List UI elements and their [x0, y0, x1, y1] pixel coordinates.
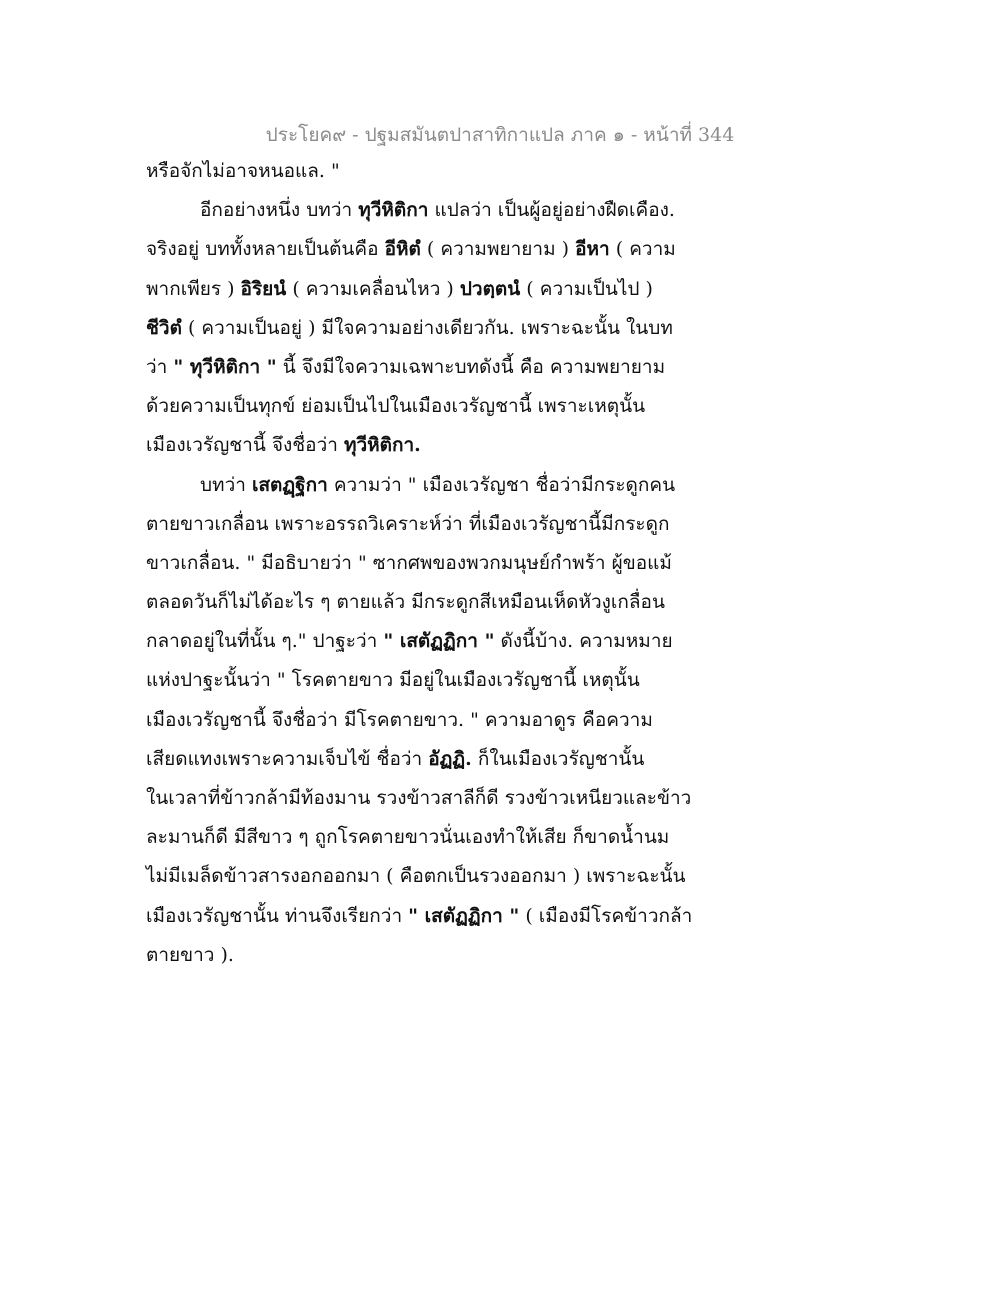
- bold-term: เสตฏฺฐิกา: [251, 473, 328, 496]
- text-segment: ไม่มีเมล็ดข้าวสารงอกออกมา ( คือตกเป็นรวงออกมา ) เพราะฉะนั้น: [146, 865, 686, 888]
- text-line: [146, 505, 686, 544]
- text-segment: พากเพียร ): [146, 277, 241, 300]
- bold-term: " เสตัฏฏิกา ": [408, 904, 520, 927]
- text-segment: ตายขาวเกลื่อน เพราะอรรถวิเคราะห์ว่า ที่เมืองเวรัญชานี้มีกระดูก: [146, 512, 670, 535]
- text-segment: ( ความพยายาม ): [420, 238, 576, 261]
- text-segment: เมืองเวรัญชานี้ จึงชื่อว่า: [146, 434, 344, 457]
- text-line: [146, 544, 686, 583]
- text-segment: เมืองเวรัญชานี้ จึงชื่อว่า มีโรคตายขาว. " ความอาดูร คือความ: [146, 708, 653, 731]
- text-segment: จริงอยู่ บททั้งหลายเป็นต้นคือ: [146, 238, 385, 261]
- text-segment: ( ความ: [609, 238, 676, 261]
- text-line: [146, 230, 686, 269]
- text-line: [146, 270, 686, 309]
- text-segment: ( ความเคลื่อนไหว ): [286, 277, 460, 300]
- bold-term: อีหา: [575, 238, 610, 261]
- body-text: [146, 152, 693, 975]
- text-line: [146, 387, 686, 426]
- text-segment: ก็ในเมืองเวรัญชานั้น: [471, 747, 645, 770]
- bold-term: อิริยนํ: [240, 277, 287, 300]
- paragraph: [146, 191, 686, 465]
- text-segment: เมืองเวรัญชานั้น ท่านจึงเรียกว่า: [146, 904, 409, 927]
- text-line: [146, 191, 686, 230]
- bold-term: " เสตัฏฏิกา ": [383, 630, 495, 653]
- text-line: [146, 348, 686, 387]
- text-line: [146, 818, 686, 857]
- text-segment: ว่า: [146, 355, 174, 378]
- bold-term: ทุวีหิติกา.: [343, 434, 421, 457]
- page-header: ประโยค๙ - ปฐมสมันตปาสาทิกาแปล ภาค ๑ - หน้าที่ 344: [265, 124, 735, 146]
- paragraph: [146, 152, 686, 191]
- text-line: [146, 897, 693, 936]
- text-line: [146, 740, 686, 779]
- text-line: [146, 857, 686, 896]
- text-line: [146, 466, 686, 505]
- text-segment: ขาวเกลื่อน. " มีอธิบายว่า " ซากศพของพวกมนุษย์กำพร้า ผู้ขอแม้: [146, 551, 672, 574]
- paragraph: [146, 466, 693, 975]
- text-segment: อีกอย่างหนึ่ง บทว่า: [200, 199, 359, 222]
- bold-term: " ทุวีหิติกา ": [173, 355, 277, 378]
- bold-term: ชีวิตํ: [146, 316, 182, 339]
- text-segment: ( เมืองมีโรคข้าวกล้า: [519, 904, 693, 927]
- text-line: [146, 622, 686, 661]
- text-line: [146, 661, 686, 700]
- text-segment: แปลว่า เป็นผู้อยู่อย่างฝืดเคือง.: [428, 199, 675, 222]
- text-line: [146, 701, 686, 740]
- text-segment: ดังนี้บ้าง. ความหมาย: [494, 630, 673, 653]
- text-segment: นี้ จึงมีใจความเฉพาะบทดังนี้ คือ ความพยายาม: [276, 355, 666, 378]
- text-segment: ( ความเป็นไป ): [520, 277, 653, 300]
- text-line: [146, 426, 686, 465]
- text-segment: หรือจักไม่อาจหนอแล. ": [146, 160, 340, 182]
- text-segment: ( ความเป็นอยู่ ) มีใจความอย่างเดียวกัน. เพราะฉะนั้น ในบท: [181, 316, 673, 339]
- text-segment: ละมานก็ดี มีสีขาว ๆ ถูกโรคตายขาวนั่นเองทำให้เสีย ก็ขาดน้ำนม: [146, 826, 670, 849]
- bold-term: ปวตฺตนํ: [459, 277, 521, 300]
- bold-term: อีหิตํ: [384, 238, 421, 261]
- text-line: [146, 936, 686, 975]
- text-segment: เสียดแทงเพราะความเจ็บไข้ ชื่อว่า: [146, 747, 429, 770]
- text-segment: ตายขาว ).: [146, 943, 234, 966]
- text-line: [146, 152, 686, 191]
- text-segment: ในเวลาที่ข้าวกล้ามีท้องมาน รวงข้าวสาลีก็ดี รวงข้าวเหนียวและข้าว: [146, 787, 692, 809]
- text-segment: แห่งปาฐะนั้นว่า " โรคตายขาว มีอยู่ในเมืองเวรัญชานี้ เหตุนั้น: [146, 669, 640, 692]
- text-segment: ตลอดวันก็ไม่ได้อะไร ๆ ตายแล้ว มีกระดูกสีเหมือนเห็ดหัวงูเกลื่อน: [146, 591, 665, 614]
- bold-term: ทุวีหิติกา: [358, 199, 429, 222]
- text-segment: กลาดอยู่ในที่นั้น ๆ." ปาฐะว่า: [146, 630, 384, 653]
- text-segment: บทว่า: [200, 473, 252, 496]
- text-segment: ความว่า " เมืองเวรัญชา ชื่อว่ามีกระดูกคน: [327, 473, 676, 496]
- text-segment: ด้วยความเป็นทุกข์ ย่อมเป็นไปในเมืองเวรัญชานี้ เพราะเหตุนั้น: [146, 395, 646, 418]
- bold-term: อัฏฏิ.: [428, 747, 472, 770]
- text-line: [146, 583, 686, 622]
- text-line: [146, 309, 686, 348]
- text-line: [146, 779, 692, 818]
